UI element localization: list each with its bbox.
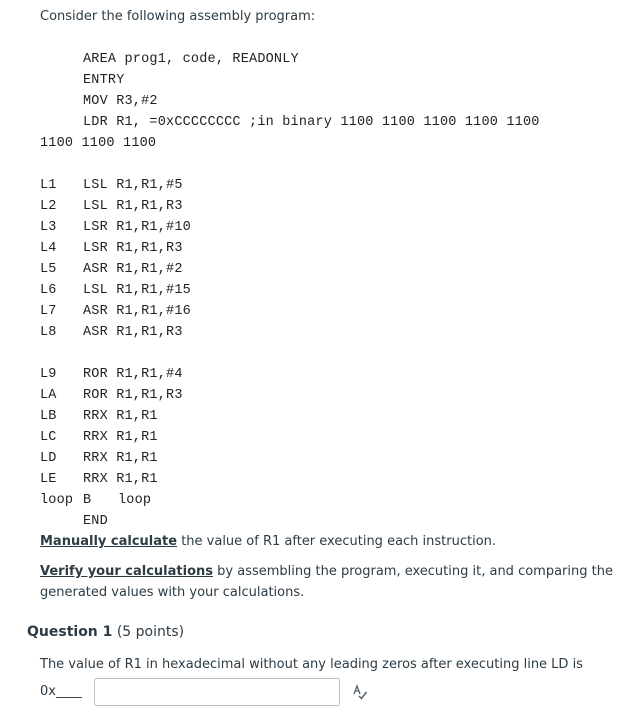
code-line: LSL R1,R1,R3	[83, 199, 183, 214]
answer-input[interactable]	[94, 678, 340, 706]
code-line: ASR R1,R1,#2	[83, 262, 183, 277]
code-line: LSR R1,R1,R3	[83, 241, 183, 256]
code-line: ASR R1,R1,R3	[83, 325, 183, 340]
question-prompt: The value of R1 in hexadecimal without any leading zeros after executing line LD is	[40, 657, 583, 672]
question-header	[27, 624, 184, 640]
intro-text: Consider the following assembly program:	[40, 9, 316, 24]
code-label: L2	[40, 199, 57, 214]
code-line: LSR R1,R1,#10	[83, 220, 191, 235]
instruction-verify	[40, 564, 613, 579]
code-label: LA	[40, 388, 57, 403]
manual-calc-text: the value of R1 after executing each instruction.	[177, 534, 497, 549]
code-line: ASR R1,R1,#16	[83, 304, 191, 319]
code-line-wrap: 1100 1100 1100	[40, 136, 157, 151]
code-line-end: END	[83, 514, 108, 529]
code-line: LSL R1,R1,#15	[83, 283, 191, 298]
code-label: L1	[40, 178, 57, 193]
code-line: ROR R1,R1,R3	[83, 388, 183, 403]
code-line: LDR R1, =0xCCCCCCCC ;in binary 1100 1100 1100 1100 1100	[83, 115, 540, 130]
question-points: (5 points)	[116, 624, 185, 640]
code-label: L8	[40, 325, 57, 340]
code-line: RRX R1,R1	[83, 430, 158, 445]
code-label-loop: loop	[40, 493, 74, 508]
code-label: LB	[40, 409, 57, 424]
verify-text: by assembling the program, executing it, and comparing the	[213, 564, 613, 579]
code-line: ENTRY	[83, 73, 125, 88]
verify-emphasis: Verify your calculations	[40, 564, 214, 579]
code-label: LE	[40, 472, 57, 487]
code-label: L7	[40, 304, 57, 319]
code-branch-target: loop	[118, 493, 152, 508]
code-line: RRX R1,R1	[83, 409, 158, 424]
code-label: LC	[40, 430, 57, 445]
instruction-manual	[40, 534, 496, 549]
code-line: ROR R1,R1,#4	[83, 367, 183, 382]
code-label: L9	[40, 367, 57, 382]
code-line: RRX R1,R1	[83, 451, 158, 466]
code-line: RRX R1,R1	[83, 472, 158, 487]
manual-calc-emphasis: Manually calculate	[40, 534, 178, 549]
code-label: L4	[40, 241, 57, 256]
code-label: L3	[40, 220, 57, 235]
instruction-verify-line2: generated values with your calculations.	[40, 585, 305, 600]
code-op-branch: B	[83, 493, 92, 508]
code-line: LSL R1,R1,#5	[83, 178, 183, 193]
spellcheck-icon[interactable]	[352, 684, 368, 700]
code-label: L6	[40, 283, 57, 298]
code-line: AREA prog1, code, READONLY	[83, 52, 299, 67]
question-title: Question 1	[27, 624, 113, 640]
code-line: MOV R3,#2	[83, 94, 158, 109]
answer-prefix: 0x____	[40, 684, 82, 699]
code-label: L5	[40, 262, 57, 277]
code-label: LD	[40, 451, 57, 466]
